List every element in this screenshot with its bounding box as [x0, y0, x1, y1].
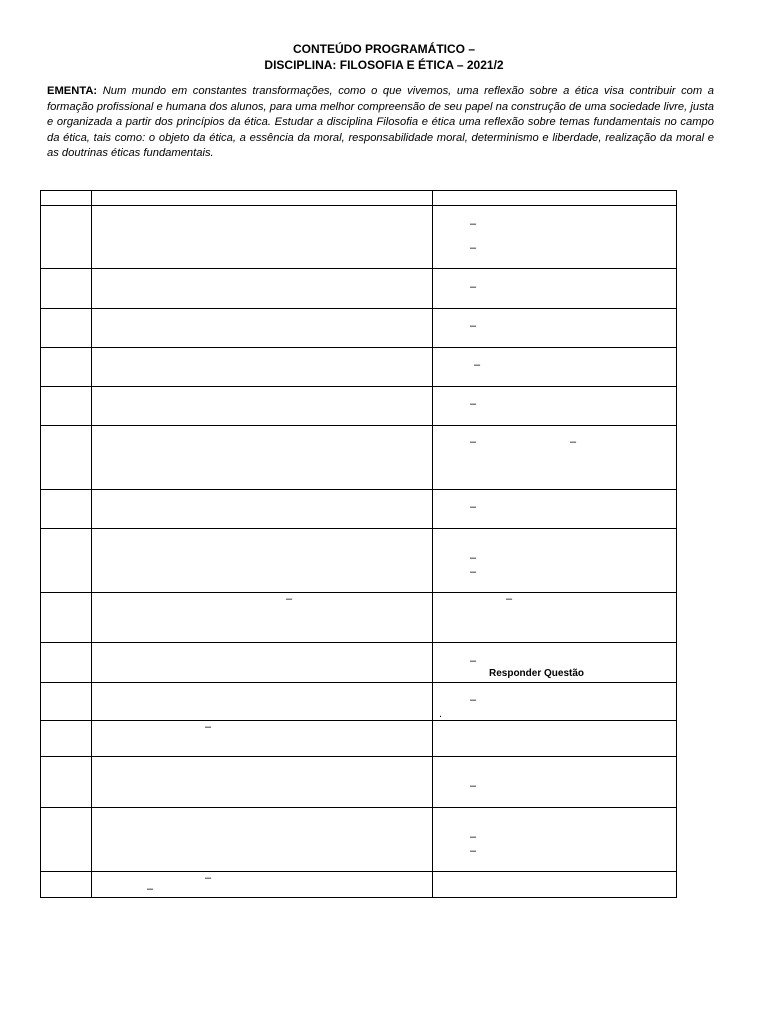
table-cell — [92, 309, 433, 348]
dash-mark: – — [474, 359, 481, 371]
table-cell — [41, 191, 92, 206]
table-cell — [92, 872, 433, 898]
table-row — [41, 490, 677, 529]
table-cell — [41, 426, 92, 490]
table-cell — [92, 191, 433, 206]
table-cell — [92, 757, 433, 808]
table-cell — [92, 206, 433, 269]
table-row — [41, 808, 677, 872]
table-row — [41, 683, 677, 721]
dash-mark: – — [506, 593, 513, 605]
table-cell — [92, 721, 433, 757]
table-cell — [433, 490, 677, 529]
table-cell — [92, 683, 433, 721]
table-header-row — [41, 191, 677, 206]
table-row — [41, 529, 677, 593]
table-cell — [433, 721, 677, 757]
table-cell — [433, 206, 677, 269]
table-cell — [433, 593, 677, 643]
table-cell — [41, 808, 92, 872]
table-cell — [433, 872, 677, 898]
document-title-line-1: CONTEÚDO PROGRAMÁTICO – — [292, 42, 475, 56]
table-row — [41, 387, 677, 426]
table-row — [41, 269, 677, 309]
table-cell — [41, 643, 92, 683]
table-cell — [92, 593, 433, 643]
table-row — [41, 593, 677, 643]
table-cell — [433, 191, 677, 206]
table-cell — [433, 387, 677, 426]
table-row — [41, 426, 677, 490]
table-cell — [433, 269, 677, 309]
table-cell — [92, 490, 433, 529]
table-cell — [41, 593, 92, 643]
dash-mark: – — [470, 831, 477, 843]
table-cell — [433, 309, 677, 348]
table-cell — [41, 757, 92, 808]
table-cell — [92, 387, 433, 426]
table-row — [41, 206, 677, 269]
document-title-line-2: DISCIPLINA: FILOSOFIA E ÉTICA – 2021/2 — [264, 58, 504, 72]
table-cell — [433, 757, 677, 808]
dash-mark: – — [470, 242, 477, 254]
responder-questao-label: Responder Questão — [489, 668, 585, 679]
dash-mark: – — [470, 218, 477, 230]
table-cell — [433, 426, 677, 490]
table-cell — [41, 721, 92, 757]
dash-mark: – — [470, 501, 477, 513]
dash-mark: – — [470, 655, 477, 667]
dash-mark: – — [470, 845, 477, 857]
dash-mark: – — [470, 780, 477, 792]
table-row — [41, 872, 677, 898]
dash-mark: – — [147, 883, 154, 895]
table-cell — [92, 643, 433, 683]
dash-mark: – — [470, 320, 477, 332]
ementa-text: Num mundo em constantes transformações, como o que vivemos, uma reflexão sobre a ética visa contribuir com a formação profissional e humana dos alunos, para uma melhor compreensão de seu papel na construção de uma sociedade livre, justa e organizada a partir dos princípios da ética. Estudar a disciplina Filosofia e ética uma reflexão sobre temas fundamentais no campo da ética, tais como: o objeto da ética, a essência da moral, responsabilidade moral, determinismo e liberdade, realização da moral e as doutrinas éticas fundamentais. — [47, 85, 714, 159]
dash-mark: – — [470, 552, 477, 564]
table-row — [41, 309, 677, 348]
table-cell — [41, 387, 92, 426]
table-row — [41, 721, 677, 757]
table-cell — [433, 808, 677, 872]
table-cell — [433, 529, 677, 593]
ementa-label: EMENTA: — [47, 85, 98, 97]
dash-mark: – — [470, 436, 477, 448]
table-cell — [41, 872, 92, 898]
dash-mark: – — [205, 872, 212, 884]
table-cell — [41, 269, 92, 309]
dash-mark: – — [470, 694, 477, 706]
table-cell — [92, 808, 433, 872]
table-cell — [92, 348, 433, 387]
table-cell — [92, 529, 433, 593]
table-cell — [41, 206, 92, 269]
table-cell — [433, 643, 677, 683]
table-row — [41, 757, 677, 808]
table-cell — [41, 529, 92, 593]
table-cell — [92, 269, 433, 309]
table-cell — [92, 426, 433, 490]
table-row — [41, 348, 677, 387]
dot-mark: . — [439, 708, 443, 720]
table-cell — [41, 309, 92, 348]
program-table — [40, 190, 677, 898]
dash-mark: – — [570, 436, 577, 448]
dash-mark: – — [205, 721, 212, 733]
table-cell — [433, 348, 677, 387]
table-cell — [433, 683, 677, 721]
table-cell — [41, 683, 92, 721]
dash-mark: – — [470, 566, 477, 578]
dash-mark: – — [470, 281, 477, 293]
dash-mark: – — [286, 593, 293, 605]
dash-mark: – — [470, 398, 477, 410]
ementa-paragraph — [47, 84, 714, 162]
table-cell — [41, 348, 92, 387]
table-row — [41, 643, 677, 683]
table-cell — [41, 490, 92, 529]
